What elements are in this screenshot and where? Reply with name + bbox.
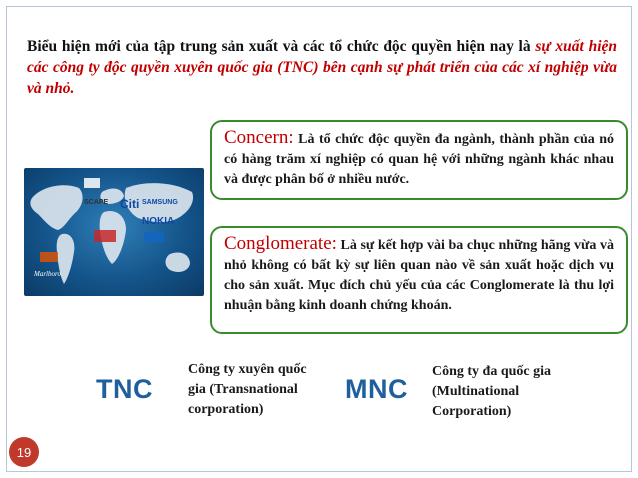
concern-text: Là tổ chức độc quyền đa ngành, thành phần của nó có hàng trăm xí nghiệp có quan hệ với những ngành khác nhau và được phân bố ở nhiều nước. <box>224 132 614 187</box>
logo-marlboro: Marlboro <box>34 270 61 278</box>
concern-definition-box <box>210 120 628 200</box>
mnc-definition-line: Công ty đa quốc gia <box>432 364 552 379</box>
logo-samsung: SAMSUNG <box>142 199 178 206</box>
tnc-definition-line: corporation) <box>188 402 264 417</box>
mnc-definition-line: Corporation) <box>432 404 512 419</box>
intro-paragraph <box>27 36 617 99</box>
page-number-badge: 19 <box>9 437 39 467</box>
world-map-logos-image <box>24 168 204 296</box>
logo-citi: Citi <box>120 197 140 211</box>
tnc-definition-line: Công ty xuyên quốc <box>188 362 307 377</box>
mnc-definition-line: (Multinational <box>432 384 520 399</box>
tnc-abbreviation: TNC <box>96 374 153 404</box>
conglomerate-definition-box <box>210 226 628 334</box>
logo-scape: SCAPE <box>84 199 109 206</box>
mnc-abbreviation: MNC <box>345 374 408 404</box>
tnc-definition-line: gia (Transnational <box>188 382 298 397</box>
concern-term: Concern: <box>224 127 294 148</box>
tnc-definition <box>188 360 338 420</box>
conglomerate-term: Conglomerate: <box>224 233 337 254</box>
intro-emphasis-text: sự xuất hiện các công ty độc quyền xuyên quốc gia (TNC) bên cạnh sự phát triển của các xí nghiệp vừa và nhỏ. <box>27 38 618 97</box>
world-map-graphic <box>24 168 204 296</box>
intro-normal-text: Biểu hiện mới của tập trung sản xuất và các tổ chức độc quyền hiện nay là <box>27 38 531 55</box>
conglomerate-text: Là sự kết hợp vài ba chục những hãng vừa và nhỏ không có bất kỳ sự liên quan nào về sản xuất hoặc dịch vụ cho sản xuất. Mục đích chủ yếu của các Conglomerate là thu lợi nhuận bằng kinh doanh chứng khoán. <box>224 238 614 313</box>
logo-nokia: NOKIA <box>142 216 175 227</box>
mnc-definition <box>432 362 602 422</box>
